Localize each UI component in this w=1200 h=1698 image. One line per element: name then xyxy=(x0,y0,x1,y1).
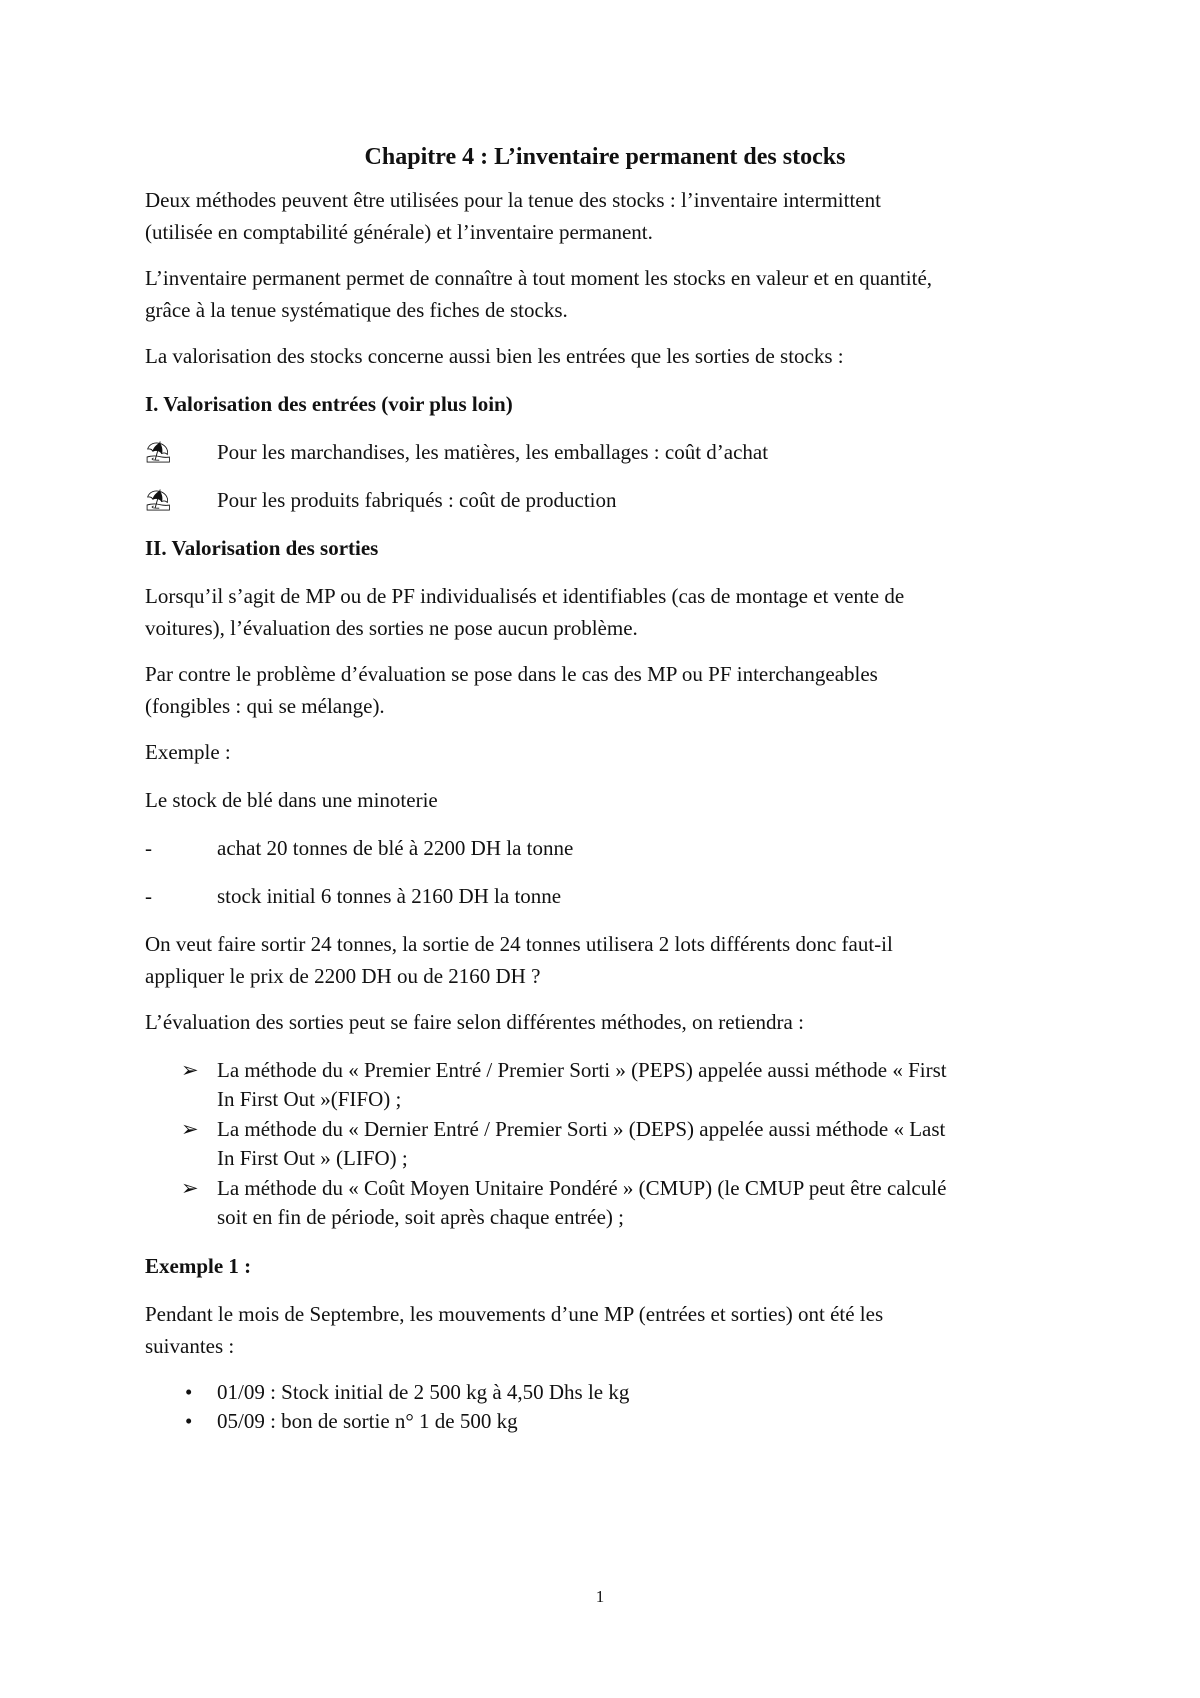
umbrella-icon: ⛱ xyxy=(145,488,172,512)
valuation-paragraph: La valorisation des stocks concerne aussi bien les entrées que les sorties de stocks : xyxy=(145,344,844,368)
section-heading-entries: I. Valorisation des entrées (voir plus loin) xyxy=(145,392,513,416)
text-line: L’inventaire permanent permet de connaître à tout moment les stocks en valeur et en quantité, xyxy=(145,266,933,290)
list-item-text: 05/09 : bon de sortie n° 1 de 500 kg xyxy=(217,1409,518,1433)
list-item-text: In First Out »(FIFO) ; xyxy=(217,1087,402,1111)
chapter-title: Chapitre 4 : L’inventaire permanent des stocks xyxy=(364,144,846,170)
movements-paragraph xyxy=(145,1298,1065,1362)
arrow-bullet-icon: ➢ xyxy=(181,1176,199,1200)
section-heading-exits: II. Valorisation des sorties xyxy=(145,536,379,560)
list-item-text: achat 20 tonnes de blé à 2200 DH la tonne xyxy=(217,836,574,860)
example-intro: Le stock de blé dans une minoterie xyxy=(145,788,438,812)
dash-marker: - xyxy=(145,884,152,908)
question-paragraph xyxy=(145,928,1065,992)
list-item-text: stock initial 6 tonnes à 2160 DH la tonne xyxy=(217,884,562,908)
text-line: (utilisée en comptabilité générale) et l’inventaire permanent. xyxy=(145,220,653,244)
interchangeable-paragraph xyxy=(145,658,1065,722)
list-item-text: 01/09 : Stock initial de 2 500 kg à 4,50 Dhs le kg xyxy=(217,1380,630,1404)
text-line: Deux méthodes peuvent être utilisées pour la tenue des stocks : l’inventaire intermittent xyxy=(145,188,881,212)
example-label: Exemple : xyxy=(145,740,231,764)
example-1-heading: Exemple 1 : xyxy=(145,1254,252,1278)
arrow-bullet-icon: ➢ xyxy=(181,1058,199,1082)
arrow-bullet-icon: ➢ xyxy=(181,1117,199,1141)
text-line: grâce à la tenue systématique des fiches de stocks. xyxy=(145,298,568,322)
identifiable-paragraph xyxy=(145,580,1065,644)
list-item-text: In First Out » (LIFO) ; xyxy=(217,1146,408,1170)
permanent-inventory-paragraph xyxy=(145,262,1065,326)
methods-intro: L’évaluation des sorties peut se faire selon différentes méthodes, on retiendra : xyxy=(145,1010,804,1034)
dash-marker: - xyxy=(145,836,152,860)
text-line: Par contre le problème d’évaluation se pose dans le cas des MP ou PF interchangeables xyxy=(145,662,878,686)
list-item-text: La méthode du « Premier Entré / Premier Sorti » (PEPS) appelée aussi méthode « First xyxy=(217,1058,947,1082)
list-item-text: Pour les marchandises, les matières, les emballages : coût d’achat xyxy=(217,440,769,464)
text-line: appliquer le prix de 2200 DH ou de 2160 DH ? xyxy=(145,964,541,988)
umbrella-icon: ⛱ xyxy=(145,440,172,464)
list-item-text: La méthode du « Coût Moyen Unitaire Pondéré » (CMUP) (le CMUP peut être calculé xyxy=(217,1176,947,1200)
text-line: (fongibles : qui se mélange). xyxy=(145,694,385,718)
intro-paragraph xyxy=(145,184,1065,248)
text-line: Pendant le mois de Septembre, les mouvements d’une MP (entrées et sorties) ont été les xyxy=(145,1302,884,1326)
text-line: suivantes : xyxy=(145,1334,235,1358)
list-item-text: soit en fin de période, soit après chaque entrée) ; xyxy=(217,1205,625,1229)
text-line: voitures), l’évaluation des sorties ne pose aucun problème. xyxy=(145,616,638,640)
bullet-marker: • xyxy=(185,1380,193,1404)
page-number: 1 xyxy=(595,1587,605,1606)
list-item-text: La méthode du « Dernier Entré / Premier Sorti » (DEPS) appelée aussi méthode « Last xyxy=(217,1117,946,1141)
list-item-text: Pour les produits fabriqués : coût de production xyxy=(217,488,617,512)
text-line: Lorsqu’il s’agit de MP ou de PF individualisés et identifiables (cas de montage et vente de xyxy=(145,584,905,608)
bullet-marker: • xyxy=(185,1409,193,1433)
text-line: On veut faire sortir 24 tonnes, la sortie de 24 tonnes utilisera 2 lots différents donc faut-il xyxy=(145,932,893,956)
